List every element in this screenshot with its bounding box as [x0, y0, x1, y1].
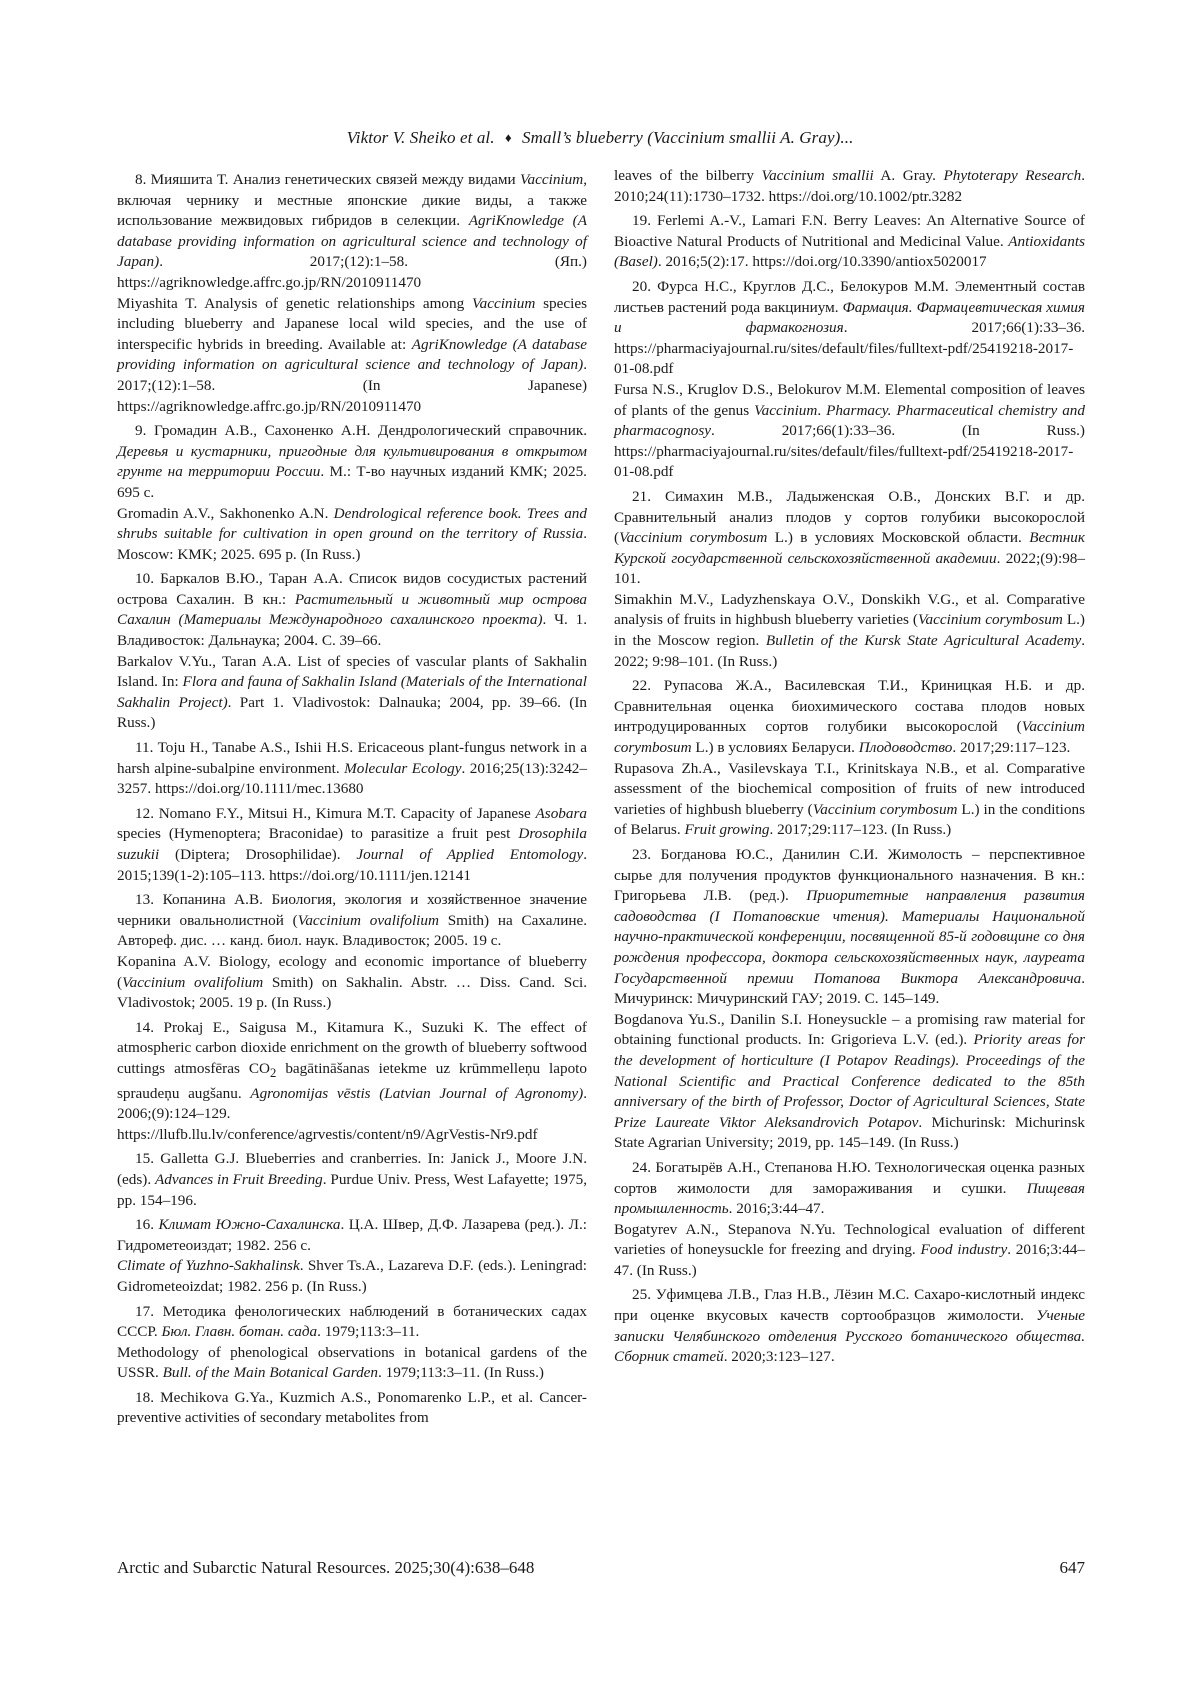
reference-translation: Fursa N.S., Kruglov D.S., Belokurov M.M. Elemental composition of leaves of plants of the genus Vaccinium. Pharmacy. Pharmaceutical chemistry and pharmacognosy. 2017;66(1):33–36. (In Russ.) https://pharmaciyajournal.ru/sites/default/files/fulltext-pdf/25419218-2017-01-08.pdf — [614, 380, 1085, 481]
reference-entry: 16. Климат Южно-Сахалинска. Ц.А. Швер, Д.Ф. Лазарева (ред.). Л.: Гидрометеоиздат; 1982. 256 с. — [117, 1216, 588, 1254]
reference-entry: 21. Симахин М.В., Ладыженская О.В., Донских В.Г. и др. Сравнительный анализ плодов у сортов голубики высокорослой (Vaccinium corymbosum L.) в условиях Московской области. Вестник Курской государственной сельскохозяйственной академии. 2022;(9):98–101. — [614, 487, 1085, 588]
journal-citation: Arctic and Subarctic Natural Resources. 2025;30(4):638–648 — [117, 1558, 535, 1577]
reference-translation: Rupasova Zh.A., Vasilevskaya T.I., Krinitskaya N.B., et al. Comparative assessment of the biochemical composition of fruits of new introduced varieties of highbush blueberry (Vaccinium corymbosum L.) in the conditions of Belarus. Fruit growing. 2017;29:117–123. (In Russ.) — [614, 759, 1085, 839]
reference-translation: Bogatyrev A.N., Stepanova N.Yu. Technological evaluation of different varieties of honeysuckle for freezing and drying. Food industry. 2016;3:44–47. (In Russ.) — [614, 1220, 1085, 1279]
reference-entry: 15. Galletta G.J. Blueberries and cranberries. In: Janick J., Moore J.N. (eds). Advances in Fruit Breeding. Purdue Univ. Press, West Lafayette; 1975, pp. 154–196. — [117, 1150, 587, 1209]
page-number: 647 — [1059, 1558, 1085, 1577]
reference-entry: 22. Рупасова Ж.А., Василевская Т.И., Криницкая Н.Б. и др. Сравнительная оценка биохимического состава плодов новых интродуцированных сортов голубики высокорослой (Vaccinium corymbosum L.) в условиях Беларуси. Плодоводство. 2017;29:117–123. — [614, 677, 1085, 757]
reference-translation: Miyashita T. Analysis of genetic relationships among Vaccinium species including blueberry and Japanese local wild species, and the use of interspecific hybrids in breeding. Available at: AgriKnowledge (A database providing information on agricultural science and technology of Japan). 2017;(12):1–58. (In Japanese) https://agriknowledge.affrc.go.jp/RN/2010911470 — [117, 294, 588, 415]
reference-entry: 17. Методика фенологических наблюдений в ботанических садах СССР. Бюл. Главн. ботан. сада. 1979;113:3–11. — [117, 1302, 587, 1341]
reference-translation: Simakhin M.V., Ladyzhenskaya O.V., Donskikh V.G., et al. Comparative analysis of fruits in highbush blueberry varieties (Vaccinium corymbosum L.) in the Moscow region. Bulletin of the Kursk State Agricultural Academy. 2022; 9:98–101. (In Russ.) — [614, 590, 1085, 670]
reference-entry: 14. Prokaj E., Saigusa M., Kitamura K., Suzuki K. The effect of atmospheric carbon dioxide enrichment on the growth of blueberry softwood cuttings atmosfēras $CO_2$ bagātināšanas ietekme uz krūmmelleņu lapoto spraudeņu augšanu. Agronomijas vēstis (Latvian Journal of Agronomy). 2006;(9):124–129. https://llufb.llu.lv/conference/agrvestis/content/n9/AgrVestis-Nr9.pdf — [117, 1018, 588, 1143]
running-head-title: Small’s blueberry (Vaccinium smallii A. Gray)... — [522, 128, 854, 147]
reference-entry: 8. Мияшита Т. Анализ генетических связей между видами Vaccinium, включая чернику и местные японские дикие виды, а также использование межвидовых гибридов в селекции. AgriKnowledge (A database providing information on agricultural science and technology of Japan). 2017;(12):1–58. (Яп.) https://agriknowledge.affrc.go.jp/RN/2010911470 — [117, 171, 588, 291]
reference-translation: Gromadin A.V., Sakhonenko A.N. Dendrological reference book. Trees and shrubs suitable for cultivation in open ground on the territory of Russia. Moscow: KMK; 2025. 695 p. (In Russ.) — [117, 504, 587, 563]
reference-entry: 13. Копанина А.В. Биология, экология и хозяйственное значение черники овальнолистной (Vaccinium ovalifolium Smith) на Сахалине. Автореф. дис. … канд. биол. наук. Владивосток; 2005. 19 с. — [117, 891, 587, 950]
references-right-column — [614, 167, 1085, 1372]
running-head — [0, 128, 1200, 148]
reference-entry: 11. Toju H., Tanabe A.S., Ishii H.S. Ericaceous plant-fungus network in a harsh alpine-subalpine environment. Molecular Ecology. 2016;25(13):3242–3257. https://doi.org/10.1111/mec.13680 — [117, 739, 587, 798]
reference-translation: leaves of the bilberry Vaccinium smallii A. Gray. Phytoterapy Research. 2010;24(11):1730–1732. https://doi.org/10.1002/ptr.3282 — [614, 167, 1085, 205]
reference-entry: 10. Баркалов В.Ю., Таран А.А. Список видов сосудистых растений острова Сахалин. В кн.: Растительный и животный мир острова Сахалин (Материалы Международного сахалинского проекта). Ч. 1. Владивосток: Дальнаука; 2004. С. 39–66. — [117, 570, 587, 650]
reference-translation: Barkalov V.Yu., Taran A.A. List of species of vascular plants of Sakhalin Island. In: Flora and fauna of Sakhalin Island (Materials of the International Sakhalin Project). Part 1. Vladivostok: Dalnauka; 2004, pp. 39–66. (In Russ.) — [117, 652, 587, 732]
references-left-column — [117, 170, 587, 1433]
reference-entry: 18. Mechikova G.Ya., Kuzmich A.S., Ponomarenko L.P., et al. Cancer-preventive activities of secondary metabolites from — [117, 1388, 587, 1427]
running-head-authors: Viktor V. Sheiko et al. — [346, 128, 495, 147]
reference-entry: 20. Фурса Н.С., Круглов Д.С., Белокуров М.М. Элементный состав листьев растений рода вакциниум. Фармация. Фармацевтическая химия и фармакогнозия. 2017;66(1):33–36. https://pharmaciyajournal.ru/sites/default/files/fulltext-pdf/25419218-2017-01-08.pdf — [614, 277, 1085, 378]
diamond-separator-icon: ♦ — [504, 130, 512, 145]
reference-entry: 24. Богатырёв А.Н., Степанова Н.Ю. Технологическая оценка разных сортов жимолости для замораживания и сушки. Пищевая промышленность. 2016;3:44–47. — [614, 1158, 1085, 1218]
reference-entry: 12. Nomano F.Y., Mitsui H., Kimura M.T. Capacity of Japanese Asobara species (Hymenoptera; Braconidae) to parasitize a fruit pest Drosophila suzukii (Diptera; Drosophilidae). Journal of Applied Entomology. 2015;139(1-2):105–113. https://doi.org/10.1111/jen.12141 — [117, 804, 588, 884]
reference-entry: 19. Ferlemi A.-V., Lamari F.N. Berry Leaves: An Alternative Source of Bioactive Natural Products of Nutritional and Medicinal Value. Antioxidants (Basel). 2016;5(2):17. https://doi.org/10.3390/antiox5020017 — [614, 212, 1085, 271]
reference-entry: 25. Уфимцева Л.В., Глаз Н.В., Лёзин М.С. Сахаро-кислотный индекс при оценке вкусовых качеств сортообразцов жимолости. Ученые записки Челябинского отделения Русского ботанического общества. Сборник статей. 2020;3:123–127. — [614, 1286, 1085, 1366]
reference-translation: Methodology of phenological observations in botanical gardens of the USSR. Bull. of the Main Botanical Garden. 1979;113:3–11. (In Russ.) — [117, 1343, 587, 1382]
reference-entry: 9. Громадин А.В., Сахоненко А.Н. Дендрологический справочник. Деревья и кустарники, пригодные для культивирования в открытом грунте на территории России. М.: Т-во научных изданий КМК; 2025. 695 с. — [117, 422, 587, 501]
reference-translation: Climate of Yuzhno-Sakhalinsk. Shver Ts.A., Lazareva D.F. (eds.). Leningrad: Gidrometeoizdat; 1982. 256 p. (In Russ.) — [117, 1257, 587, 1295]
page-footer — [117, 1558, 1085, 1578]
reference-entry: 23. Богданова Ю.С., Данилин С.И. Жимолость – перспективное сырье для получения продуктов функционального назначения. В кн.: Григорьева Л.В. (ред.). Приоритетные направления развития садоводства (I Потаповские чтения). Материалы Национальной научно-практической конференции, посвященной 85-й годовщине со дня рождения профессора, доктора сельскохозяйственных наук, лауреата Государственной премии Потапова Виктора Александровича. Мичуринск: Мичуринский ГАУ; 2019. С. 145–149. — [614, 846, 1085, 1008]
reference-translation: Bogdanova Yu.S., Danilin S.I. Honeysuckle – a promising raw material for obtaining functional products. In: Grigorieva L.V. (ed.). Priority areas for the development of horticulture (I Potapov Readings). Proceedings of the National Scientific and Practical Conference dedicated to the 85th anniversary of the birth of Professor, Doctor of Agricultural Sciences, State Prize Laureate Viktor Aleksandrovich Potapov. Michurinsk: Michurinsk State Agrarian University; 2019, pp. 145–149. (In Russ.) — [614, 1010, 1085, 1152]
reference-translation: Kopanina A.V. Biology, ecology and economic importance of blueberry (Vaccinium ovalifolium Smith) on Sakhalin. Abstr. … Diss. Cand. Sci. Vladivostok; 2005. 19 p. (In Russ.) — [117, 952, 587, 1012]
